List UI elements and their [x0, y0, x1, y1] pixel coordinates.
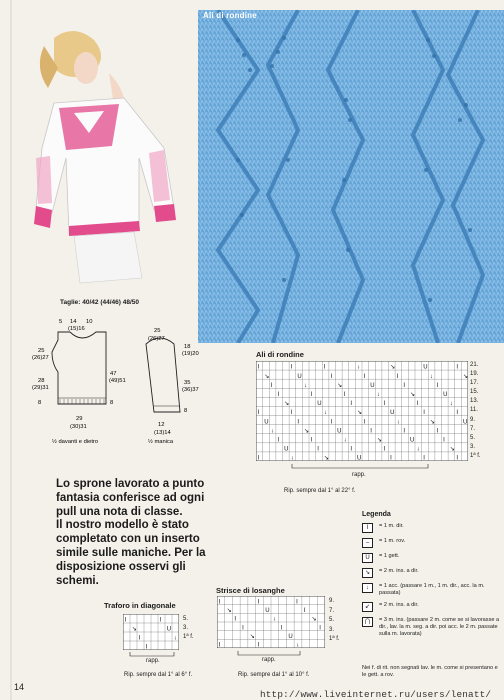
- stitch-symbol: ↘: [337, 382, 343, 389]
- row-label: 5.: [329, 617, 335, 624]
- front-bottom-a: 29: [76, 416, 83, 422]
- stitch-symbol: I: [443, 437, 445, 444]
- stitch-symbol: I: [403, 382, 406, 389]
- sleeve-caption: ½ manica: [148, 439, 174, 445]
- stitch-symbol: U: [357, 455, 362, 461]
- text-line: Lo sprone lavorato a punto: [56, 478, 205, 490]
- chart-b-rapp: rapp.: [262, 657, 276, 663]
- watermark-url: http://www.liveinternet.ru/users/lenatt/: [260, 689, 492, 700]
- legend-text: = 1 acc. (passare 1 m., 1 m. dir., acc. la m. passata): [379, 583, 485, 596]
- stitch-symbol: ↘: [284, 401, 290, 408]
- row-label: 5.: [183, 616, 189, 622]
- row-label: 7.: [329, 607, 335, 614]
- legend: [362, 511, 500, 643]
- stitch-symbol: I: [343, 392, 346, 398]
- stitch-symbol: ↓: [429, 373, 433, 380]
- chart-b-grid: [217, 596, 325, 648]
- stitch-symbol: ↓: [416, 446, 420, 453]
- front-top-d: (15)16: [68, 326, 85, 332]
- symbol-knit-icon: I: [362, 523, 373, 533]
- stitch-symbol: I: [270, 382, 273, 389]
- chart-b-title: Strisce di losanghe: [216, 586, 285, 595]
- stitch-symbol: U: [390, 410, 395, 417]
- row-label: 3.: [183, 625, 189, 631]
- row-label: 5.: [470, 434, 476, 441]
- stitch-symbol: I: [396, 373, 399, 380]
- legend-text: = 2 m. ins. a dir.: [379, 568, 419, 574]
- stitch-symbol: U: [463, 419, 468, 426]
- text-line: fantasia conferisce ad ogni: [56, 491, 205, 504]
- stitch-symbol: I: [363, 419, 366, 426]
- row-label: 9.: [329, 598, 335, 604]
- legend-item: [362, 553, 500, 563]
- row-label: 17.: [470, 380, 479, 387]
- stitch-symbol: I: [290, 364, 293, 371]
- stitch-symbol: I: [310, 392, 313, 398]
- stitch-symbol: ↘: [376, 437, 382, 444]
- symbol-k2tog-left-icon: ↙: [362, 602, 373, 612]
- stitch-symbol: ↓: [323, 410, 327, 417]
- stitch-symbol: I: [423, 455, 425, 461]
- sweater-illustration: [14, 28, 196, 286]
- legend-footer: Nei f. di rit. non segnati lav. le m. come si presentano e le gett. a rov.: [362, 665, 498, 678]
- stitch-symbol: I: [436, 382, 439, 389]
- sleeve-right-c: 35: [184, 380, 191, 386]
- stitch-symbol: I: [257, 364, 260, 371]
- stitch-symbol: ↘: [323, 455, 329, 461]
- stitch-symbol: ↓: [272, 616, 276, 623]
- stitch-symbol: I: [436, 428, 439, 435]
- front-top-b: 14: [70, 319, 77, 325]
- sleeve-right-e: 8: [184, 408, 188, 414]
- stitch-symbol: ↘: [311, 616, 317, 623]
- stitch-symbol: ↘: [390, 364, 396, 371]
- row-label: 9.: [470, 416, 476, 423]
- text-line: completato con un inserto: [56, 533, 200, 546]
- description-text: [56, 478, 346, 588]
- front-right-mid-a: 47: [110, 371, 117, 377]
- legend-text: = 1 m. rov.: [379, 538, 406, 544]
- stitch-symbol: ↘: [304, 428, 310, 435]
- symbol-purl-icon: –: [362, 538, 373, 548]
- stitch-symbol: ↘: [249, 634, 255, 641]
- stitch-symbol: I: [416, 401, 419, 408]
- stitch-symbol: U: [423, 364, 428, 371]
- chart-b-note: Rip. sempre dal 1° al 10° f.: [238, 672, 310, 678]
- stitch-symbol: I: [390, 455, 392, 461]
- stitch-symbol: ↘: [429, 419, 435, 426]
- sleeve-top-a: 25: [154, 328, 161, 334]
- front-top-c: 10: [86, 319, 93, 325]
- stitch-symbol: U: [317, 401, 322, 408]
- text-line: schemi.: [56, 574, 99, 587]
- stitch-symbol: ↓: [304, 382, 308, 389]
- stitch-symbol: I: [234, 616, 237, 623]
- stitch-symbol: I: [297, 419, 300, 426]
- sizes-label: Taglie: 40/42 (44/46) 48/50: [60, 299, 140, 306]
- sleeve-right-d: (36)37: [182, 387, 199, 393]
- stitch-symbol: I: [218, 642, 221, 648]
- stitch-symbol: ↓: [296, 642, 300, 648]
- legend-item: [362, 523, 500, 533]
- legend-item: [362, 583, 500, 597]
- stitch-symbol: ↘: [357, 410, 363, 417]
- stitch-symbol: ↘: [226, 608, 232, 615]
- chart-a-grid: [123, 614, 179, 650]
- stitch-symbol: I: [403, 428, 406, 435]
- row-label: 1ª f.: [183, 634, 194, 640]
- page-number: 14: [14, 682, 25, 692]
- stitch-symbol: I: [350, 401, 353, 408]
- front-right-low: 8: [110, 400, 114, 406]
- symbol-k2tog-right-icon: ↘: [362, 568, 373, 578]
- row-label: 1ª f.: [329, 636, 340, 643]
- legend-text: = 2 m. ins. a dir.: [379, 602, 419, 608]
- stitch-symbol: I: [124, 617, 127, 624]
- stitch-symbol: ↓: [173, 635, 177, 642]
- stitch-symbol: I: [383, 446, 386, 453]
- stitch-symbol: I: [218, 599, 221, 606]
- stitch-symbol: I: [330, 419, 333, 426]
- row-label: 3.: [329, 626, 335, 633]
- legend-item: [362, 602, 500, 612]
- front-bottom-b: (30)31: [70, 424, 87, 430]
- row-label: 15.: [470, 389, 479, 396]
- swatch-photo: [198, 10, 504, 343]
- stitch-symbol: I: [138, 635, 141, 642]
- front-caption: ½ davanti e dietro: [52, 439, 99, 445]
- front-back-schematic: [30, 312, 130, 450]
- main-chart-row-labels: [470, 361, 481, 461]
- stitch-symbol: I: [296, 599, 298, 606]
- legend-text: = 1 m. dir.: [379, 523, 404, 529]
- row-label: 13.: [470, 398, 479, 405]
- stitch-symbol: I: [277, 437, 280, 444]
- stitch-symbol: ↓: [270, 428, 274, 435]
- legend-title: Legenda: [362, 511, 391, 518]
- front-top-a: 5: [59, 319, 63, 325]
- stitch-symbol: I: [323, 364, 326, 371]
- sleeve-right-a: 18: [184, 344, 191, 350]
- stitch-symbol: U: [166, 626, 172, 633]
- stitch-symbol: I: [370, 428, 372, 435]
- stitch-symbol: ↓: [290, 455, 294, 461]
- stitch-symbol: ↘: [410, 392, 416, 398]
- row-label: 3.: [470, 443, 476, 450]
- legend-text: = 1 gett.: [379, 553, 400, 559]
- stitch-symbol: I: [257, 455, 260, 461]
- stitch-symbol: I: [423, 410, 425, 417]
- stitch-symbol: ↘: [449, 446, 455, 453]
- text-line: simile sulle maniche. Per la: [56, 546, 206, 559]
- stitch-symbol: I: [145, 644, 148, 650]
- row-label: 1ª f.: [470, 452, 481, 459]
- text-line: disposizione osservi gli: [56, 560, 186, 573]
- main-rapp-label: rapp.: [352, 472, 366, 478]
- stitch-symbol: I: [280, 625, 283, 632]
- sleeve-top-b: (26)27: [148, 336, 165, 342]
- front-left-low: 8: [38, 400, 42, 406]
- stitch-symbol: I: [257, 410, 260, 417]
- stitch-symbol: I: [242, 625, 244, 632]
- symbol-skpo-icon: ↓: [362, 583, 373, 593]
- stitch-symbol: U: [288, 634, 293, 641]
- stitch-symbol: I: [303, 608, 306, 615]
- stitch-symbol: I: [277, 392, 280, 398]
- stitch-symbol: U: [284, 446, 289, 453]
- chart-a-rapp: rapp.: [146, 658, 160, 664]
- stitch-symbol: I: [257, 599, 260, 606]
- sleeve-right-b: (19)20: [182, 351, 199, 357]
- main-chart-note: Rip. sempre dal 1° al 22° f.: [284, 488, 356, 494]
- symbol-k3tog-icon: ⋂: [362, 617, 373, 627]
- main-chart-grid: [256, 361, 468, 461]
- symbol-yarn-over-icon: U: [362, 553, 373, 563]
- knit-texture: [198, 10, 504, 343]
- stitch-symbol: ↘: [264, 373, 270, 380]
- row-label: 11.: [470, 407, 478, 414]
- front-left-mid-b: (29)31: [32, 385, 49, 391]
- row-label: 19.: [470, 371, 479, 378]
- page-binding-edge: [10, 0, 12, 700]
- legend-text: = 3 m. ins. (passare 2 m. come se si lavorasse a dir., lav. la m. seg. a dir. poi acc. le 2 m. passate sulla m. lavorata): [379, 617, 500, 637]
- stitch-symbol: ↓: [396, 419, 400, 426]
- stitch-symbol: U: [265, 608, 270, 615]
- chart-a-note: Rip. sempre dal 1° al 6° f.: [124, 672, 193, 678]
- stitch-symbol: I: [159, 617, 162, 624]
- stitch-symbol: U: [297, 373, 302, 380]
- row-label: 7.: [470, 425, 476, 432]
- chart-a-row-labels: [183, 615, 194, 642]
- front-left-upper-b: (26)27: [32, 355, 49, 361]
- main-chart-title: Ali di rondine: [256, 350, 304, 359]
- front-right-mid-b: (49)51: [109, 378, 126, 384]
- stitch-symbol: ↓: [376, 392, 380, 398]
- chart-b-row-labels: [329, 597, 340, 645]
- sleeve-bottom-a: 12: [158, 422, 165, 428]
- sleeve-schematic: [140, 322, 210, 450]
- legend-item: [362, 568, 500, 578]
- front-left-mid-a: 28: [38, 378, 45, 384]
- stitch-symbol: ↓: [449, 401, 453, 408]
- stitch-symbol: I: [319, 625, 321, 632]
- stitch-symbol: I: [456, 455, 459, 461]
- front-left-upper-a: 25: [38, 348, 45, 354]
- chart-a-title: Traforo in diagonale: [104, 601, 176, 610]
- stitch-symbol: I: [383, 401, 386, 408]
- stitch-symbol: U: [337, 428, 342, 435]
- stitch-symbol: ↓: [343, 437, 347, 444]
- stitch-symbol: U: [410, 437, 415, 444]
- stitch-symbol: I: [257, 642, 260, 648]
- row-label: 21.: [470, 362, 479, 368]
- legend-item: [362, 538, 500, 548]
- stitch-symbol: I: [350, 446, 353, 453]
- swatch-title: Ali di rondine: [203, 11, 257, 20]
- text-line: Il nostro modello è stato: [56, 519, 189, 532]
- stitch-symbol: ↓: [357, 364, 361, 371]
- stitch-symbol: ↘: [463, 373, 468, 380]
- stitch-symbol: I: [310, 437, 313, 444]
- stitch-symbol: I: [317, 446, 319, 453]
- stitch-symbol: U: [264, 419, 269, 426]
- stitch-symbol: I: [456, 410, 459, 417]
- sleeve-bottom-b: (13)14: [154, 430, 171, 436]
- stitch-symbol: I: [330, 373, 333, 380]
- stitch-symbol: I: [456, 364, 459, 371]
- text-line: pull una nota di classe.: [56, 505, 183, 518]
- stitch-symbol: ↘: [131, 626, 137, 633]
- main-rapp-bracket: [290, 462, 430, 472]
- legend-item: [362, 617, 500, 638]
- stitch-symbol: U: [370, 382, 375, 389]
- stitch-symbol: U: [443, 392, 448, 398]
- stitch-symbol: I: [290, 410, 293, 417]
- stitch-symbol: I: [363, 373, 366, 380]
